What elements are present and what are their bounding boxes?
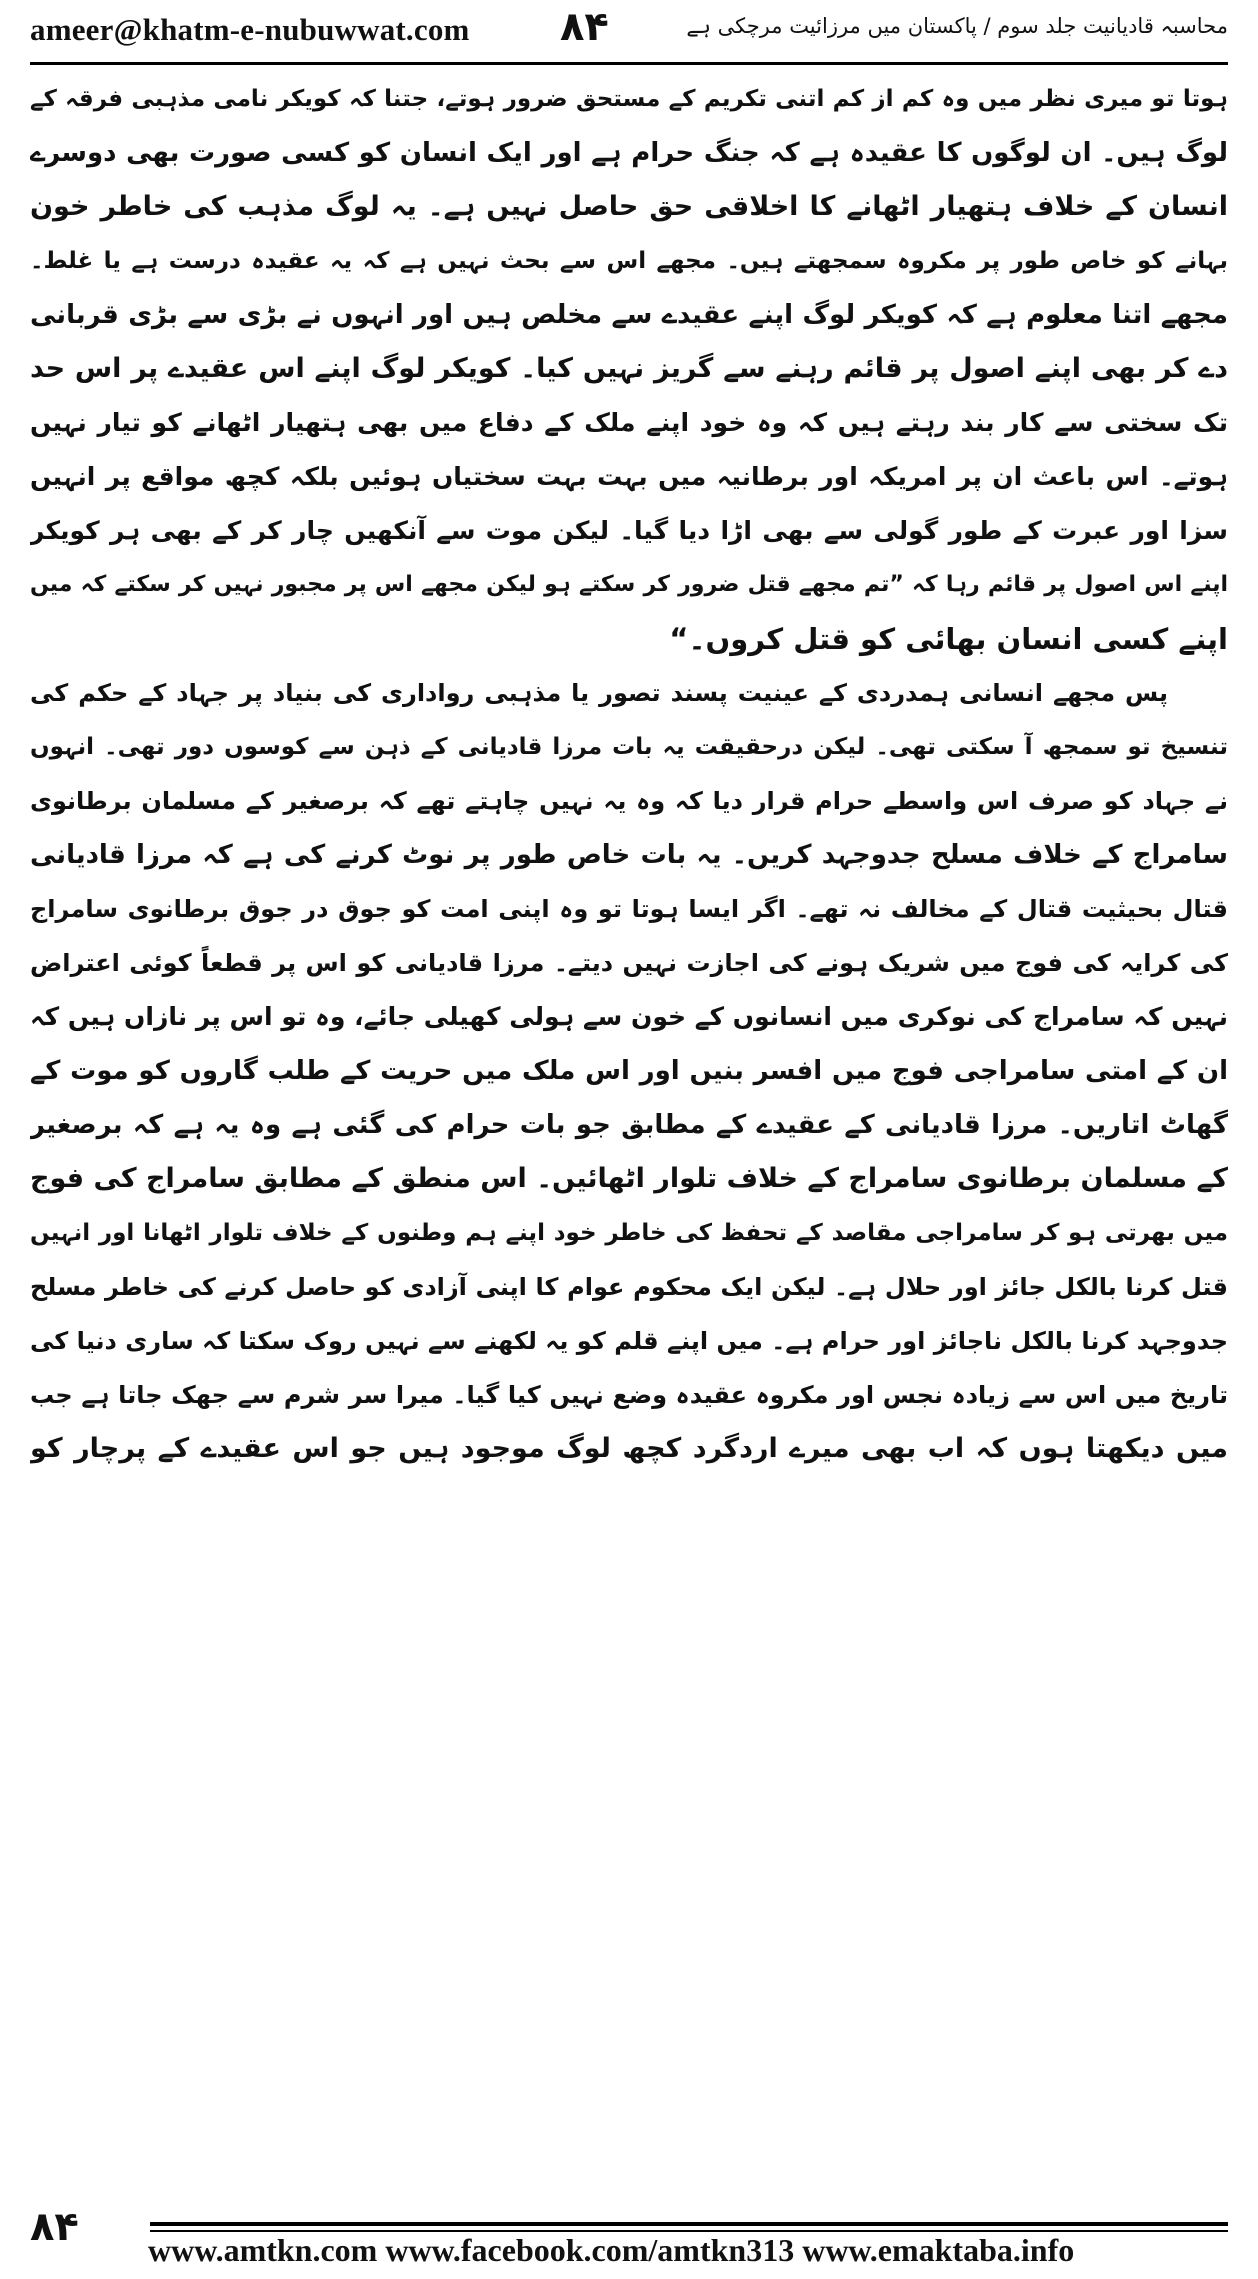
running-title: محاسبہ قادیانیت جلد سوم / پاکستان میں مرزائیت مرچکی ہے: [686, 14, 1228, 38]
text-line: سزا اور عبرت کے طور گولی سے بھی اڑا دیا گیا۔ لیکن موت سے آنکھیں چار کر کے بھی ہر کویکر: [30, 516, 1228, 545]
text-line: ہوتا تو میری نظر میں وہ کم از کم اتنی تکریم کے مستحق ضرور ہوتے، جتنا کہ کویکر نامی مذہبی فرقہ کے: [30, 86, 1228, 112]
text-line: کی کرایہ کی فوج میں شریک ہونے کی اجازت نہیں دیتے۔ مرزا قادیانی کو اس پر قطعاً کوئی اعتراض: [30, 949, 1228, 977]
text-line: ہوتے۔ اس باعث ان پر امریکہ اور برطانیہ میں بہت بہت سختیاں ہوئیں بلکہ کچھ مواقع پر انہیں: [30, 462, 1228, 491]
footer-website-links: www.amtkn.com www.facebook.com/amtkn313 www.emaktaba.info: [148, 2232, 1075, 2268]
paragraph-start-line: پس مجھے انسانی ہمدردی کے عینیت پسند تصور یا مذہبی رواداری کی بنیاد پر جہاد کے حکم کی: [30, 679, 1168, 707]
text-line: ان کے امتی سامراجی فوج میں افسر بنیں اور اس ملک میں حریت کے طلب گاروں کو موت کے: [30, 1056, 1228, 1086]
text-line: کے مسلمان برطانوی سامراج کے خلاف تلوار اٹھائیں۔ اس منطق کے مطابق سامراج کی فوج: [30, 1163, 1228, 1194]
text-line: قتل کرنا بالکل جائز اور حلال ہے۔ لیکن ایک محکوم عوام کا اپنی آزادی کو حاصل کرنے کی خاطر مسلح: [30, 1273, 1228, 1301]
header-page-number: ۸۴: [560, 4, 609, 50]
text-line: تنسیخ تو سمجھ آ سکتی تھی۔ لیکن درحقیقت یہ بات مرزا قادیانی کے ذہن سے کوسوں دور تھی۔ انہوں: [30, 734, 1228, 760]
text-line: تک سختی سے کار بند رہتے ہیں کہ وہ خود اپنے ملک کے دفاع میں بھی ہتھیار اٹھانے کو تیار نہیں: [30, 408, 1228, 437]
text-line: میں دیکھتا ہوں کہ اب بھی میرے اردگرد کچھ لوگ موجود ہیں جو اس عقیدے کے پرچار کو: [30, 1433, 1228, 1464]
text-line: میں بھرتی ہو کر سامراجی مقاصد کے تحفظ کی خاطر خود اپنے ہم وطنوں کے خلاف تلوار اٹھانا اور انہیں: [30, 1220, 1228, 1246]
text-line: سامراج کے خلاف مسلح جدوجہد کریں۔ یہ بات خاص طور پر نوٹ کرنے کی ہے کہ مرزا قادیانی: [30, 840, 1228, 870]
text-line: گھاٹ اتاریں۔ مرزا قادیانی کے عقیدے کے مطابق جو بات حرام کی گئی ہے وہ یہ ہے کہ برصغیر: [30, 1110, 1228, 1140]
page-footer: [30, 2190, 1228, 2270]
text-line: انسان کے خلاف ہتھیار اٹھانے کا اخلاقی حق حاصل نہیں ہے۔ یہ لوگ مذہب کی خاطر خون: [30, 191, 1228, 222]
text-line: لوگ ہیں۔ ان لوگوں کا عقیدہ ہے کہ جنگ حرام ہے اور ایک انسان کو کسی صورت بھی دوسرے: [30, 138, 1228, 168]
text-line: نہیں کہ سامراج کی نوکری میں انسانوں کے خون سے ہولی کھیلی جائے، وہ تو اس پر نازاں ہیں کہ: [30, 1002, 1228, 1031]
text-line: مجھے اتنا معلوم ہے کہ کویکر لوگ اپنے عقیدے سے مخلص ہیں اور انہوں نے بڑی سے بڑی قربانی: [30, 300, 1228, 330]
text-line: جدوجہد کرنا بالکل ناجائز اور حرام ہے۔ میں اپنے قلم کو یہ لکھنے سے نہیں روک سکتا کہ ساری دنیا کی: [30, 1327, 1228, 1355]
body-text: [30, 72, 1228, 2187]
page-header: [30, 4, 1228, 60]
footer-divider: [150, 2222, 1228, 2226]
text-line: دے کر بھی اپنے اصول پر قائم رہنے سے گریز نہیں کیا۔ کویکر لوگ اپنے اس عقیدے پر اس حد: [30, 353, 1228, 384]
text-line: نے جہاد کو صرف اس واسطے حرام قرار دیا کہ وہ یہ نہیں چاہتے تھے کہ برصغیر کے مسلمان برطانوی: [30, 787, 1228, 815]
text-line: بہانے کو خاص طور پر مکروہ سمجھتے ہیں۔ مجھے اس سے بحث نہیں ہے کہ یہ عقیدہ درست ہے یا غلط۔: [30, 248, 1228, 274]
header-divider: [30, 62, 1228, 65]
text-line: قتال بحیثیت قتال کے مخالف نہ تھے۔ اگر ایسا ہوتا تو وہ اپنی امت کو جوق در جوق برطانوی سامراج: [30, 895, 1228, 923]
header-email: ameer@khatm-e-nubuwwat.com: [30, 12, 470, 47]
footer-page-number: ۸۴: [30, 2204, 79, 2250]
text-line: تاریخ میں اس سے زیادہ نجس اور مکروہ عقیدہ وضع نہیں کیا گیا۔ میرا سر شرم سے جھک جاتا ہے جب: [30, 1381, 1228, 1409]
text-line: اپنے کسی انسان بھائی کو قتل کروں۔“: [669, 622, 1228, 656]
text-line: اپنے اس اصول پر قائم رہا کہ ”تم مجھے قتل ضرور کر سکتے ہو لیکن مجھے اس پر مجبور نہیں کر سکتے کہ میں: [30, 572, 1228, 597]
